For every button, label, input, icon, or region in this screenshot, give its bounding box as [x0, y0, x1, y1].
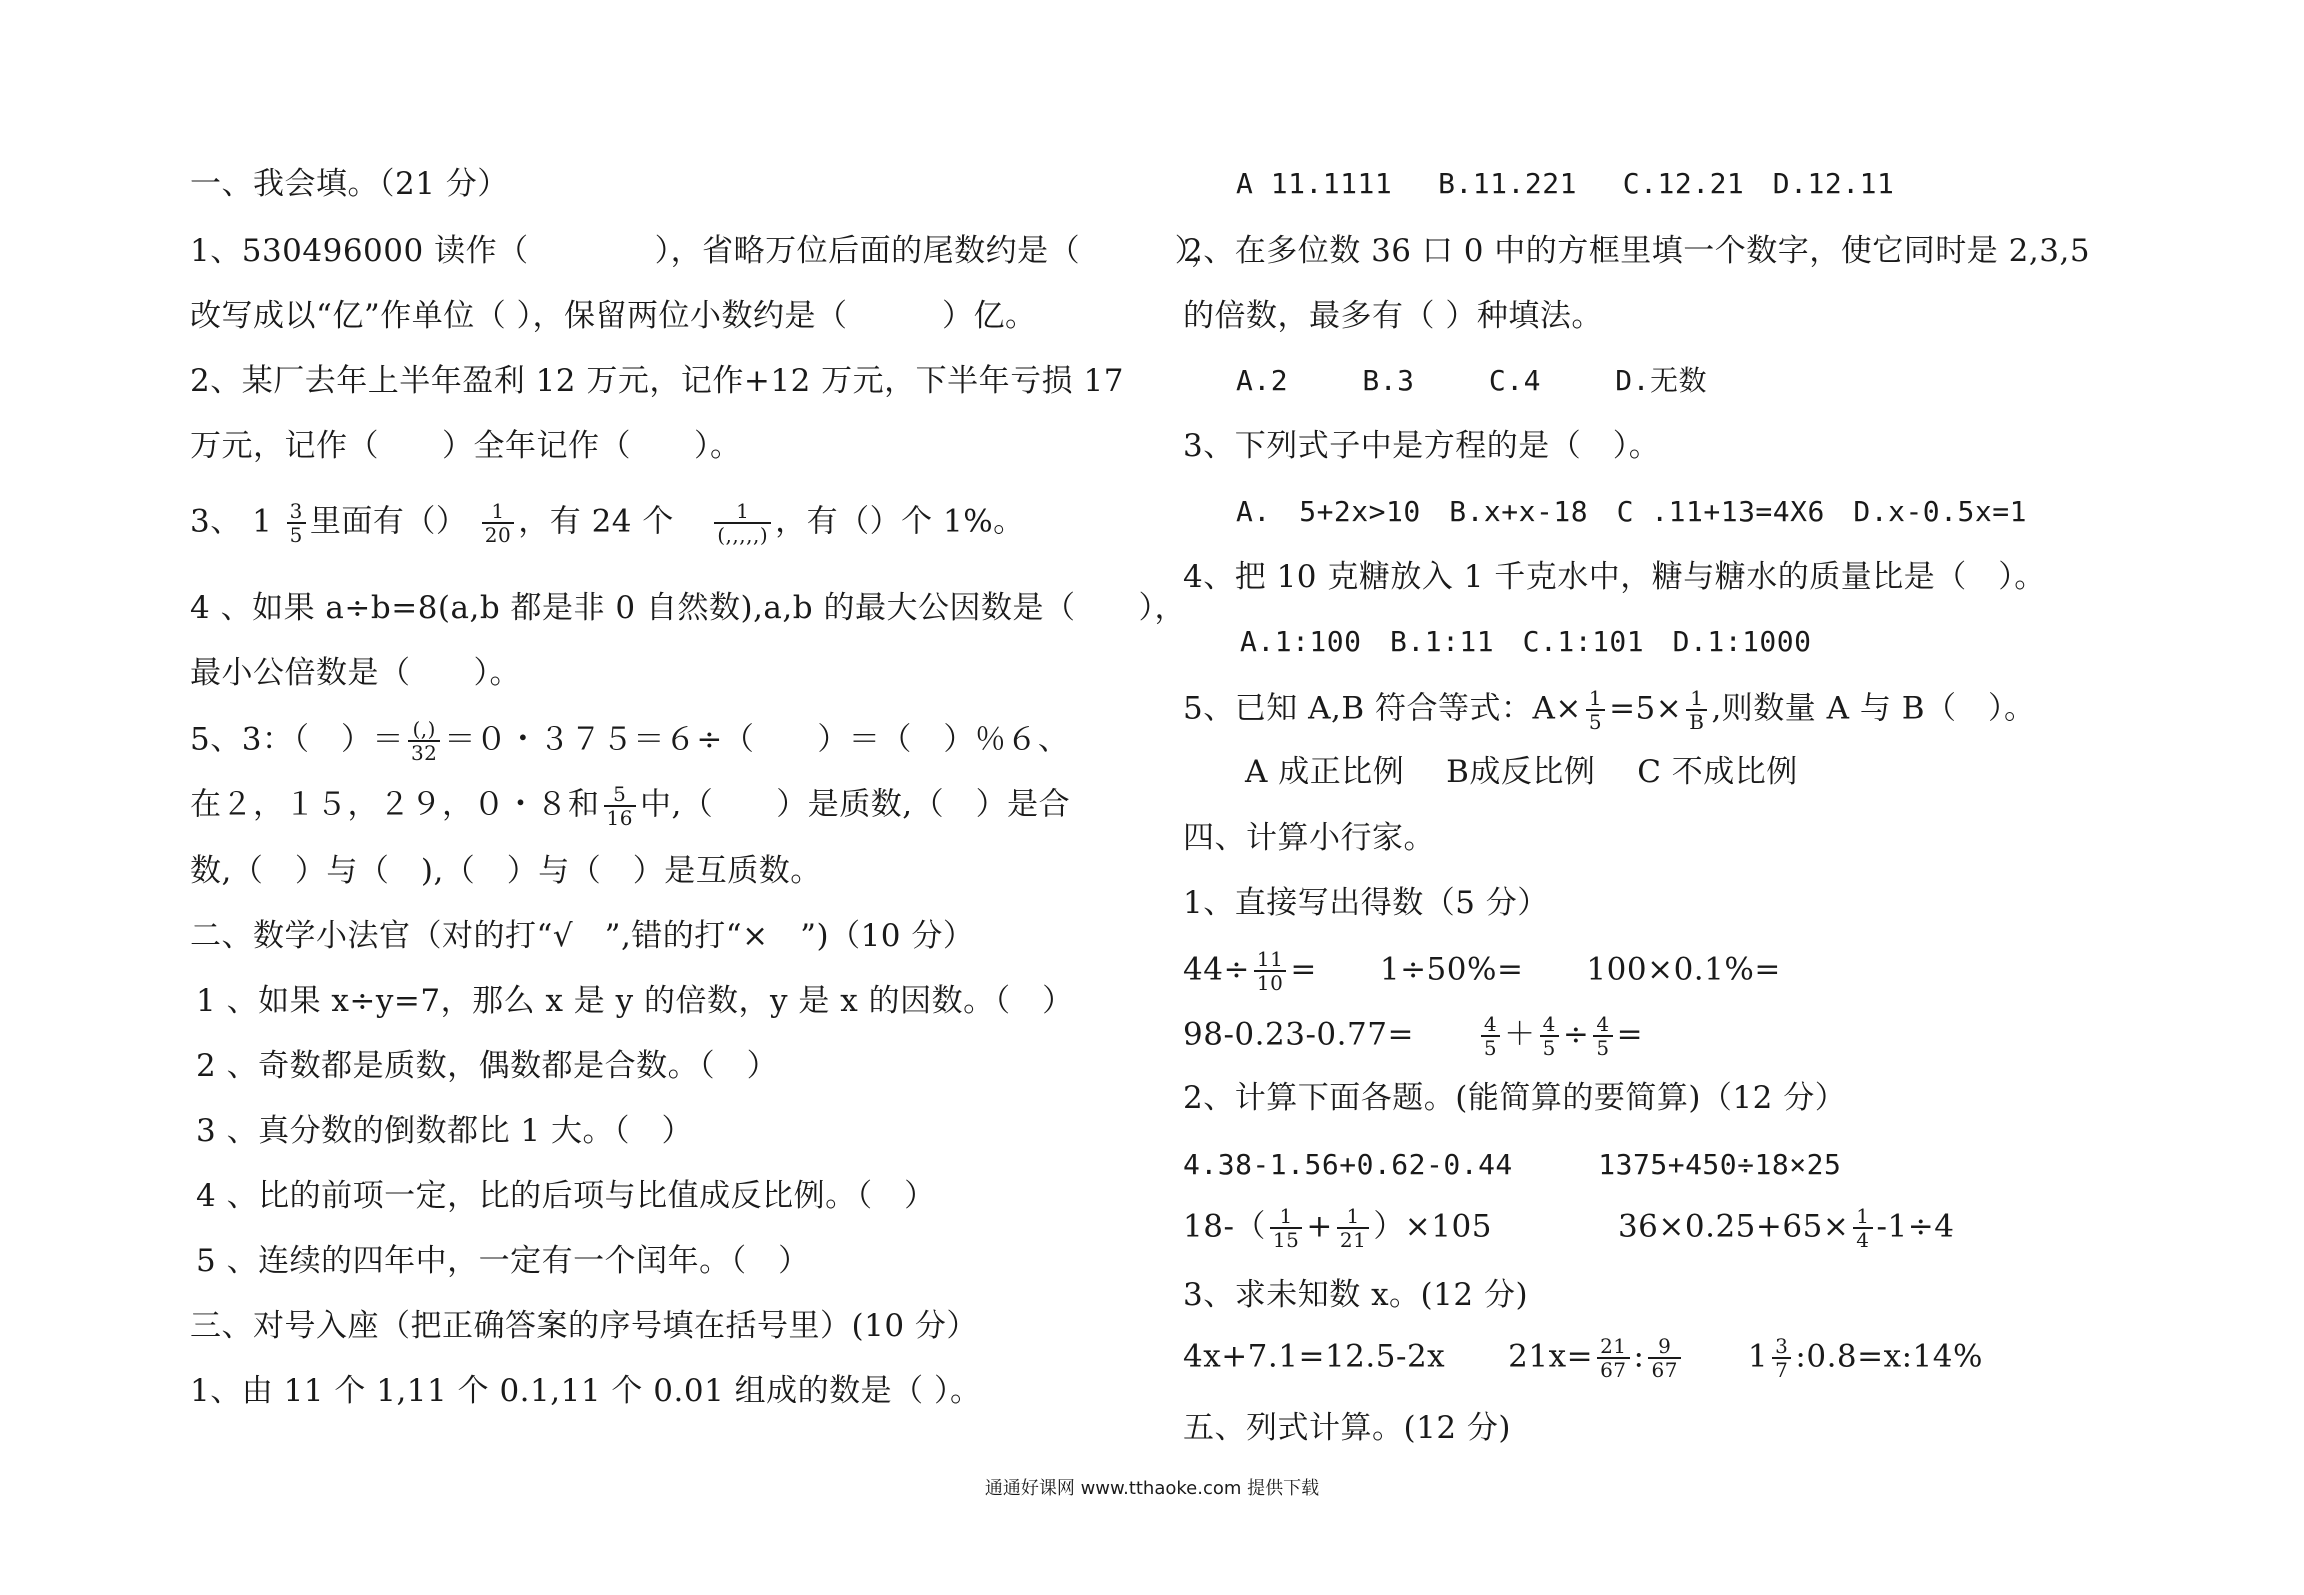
choice-3: 3、下列式子中是方程的是（ ）。	[1183, 428, 1661, 464]
q5-line3: 数,（ ）与（ ),（ ）与（ ）是互质数。	[190, 853, 822, 889]
section-3-title: 三、对号入座（把正确答案的序号填在括号里）(10 分）	[190, 1308, 978, 1344]
fraction: $\frac{1}{21}$	[1337, 1205, 1369, 1251]
fraction: $\frac{4}{5}$	[1593, 1013, 1612, 1059]
judge-2: 2 、奇数都是质数，偶数都是合数。（ ）	[196, 1048, 779, 1084]
choice-3-options: A. 5+2x>10 B.x+x-18 C .11+13=4X6 D.x-0.5x=1	[1236, 495, 2027, 528]
fraction: $\frac{1}{4}$	[1853, 1205, 1872, 1251]
q4-line1: 4 、如果 a÷b=8(a,b 都是非 0 自然数),a,b 的最大公因数是（ ），	[190, 590, 1186, 626]
section-4-part-2: 2、计算下面各题。(能简算的要简算)（12 分）	[1183, 1080, 1847, 1116]
q3-line: 3、 1 $\frac{3}{5}$ 里面有（） $\frac{1}{20}$ ，有 24 个 $\frac{1}{(,,,,,)}$ ，有（）个 1%。	[190, 499, 1025, 547]
q2-line2: 万元，记作（ ）全年记作（ ）。	[190, 428, 742, 464]
q1-line1: 1、530496000 读作（ ），省略万位后面的尾数约是（ ），	[190, 233, 1223, 269]
fraction: $\frac{3}{7}$	[1772, 1335, 1791, 1381]
fraction: $\frac{1}{20}$	[482, 500, 514, 546]
choice-1-options: A 11.1111 B.11.221 C.12.21 D.12.11	[1236, 167, 1895, 200]
fraction: $\frac{1}{15}$	[1270, 1205, 1302, 1251]
choice-4-options: A.1:100 B.1:11 C.1:101 D.1:1000	[1240, 625, 1812, 658]
section-5-title: 五、列式计算。(12 分)	[1183, 1410, 1511, 1446]
fraction: $\frac{3}{5}$	[287, 500, 306, 546]
expr-2: 18-（ $\frac{1}{15}$ + $\frac{1}{21}$ ）×105 36×0.25+65× $\frac{1}{4}$ -1÷4	[1183, 1204, 1955, 1252]
judge-3: 3 、真分数的倒数都比 1 大。（ ）	[196, 1113, 694, 1149]
judge-1: 1 、如果 x÷y=7，那么 x 是 y 的倍数，y 是 x 的因数。（ ）	[196, 983, 1074, 1019]
fraction: $\frac{(,)}{32}$	[408, 718, 440, 764]
equations: 4x+7.1=12.5-2x 21x= $\frac{21}{67}$ : $\frac{9}{67}$ 1 $\frac{3}{7}$ :0.8=x:14%	[1183, 1334, 1983, 1382]
judge-5: 5 、连续的四年中，一定有一个闰年。（ ）	[196, 1243, 810, 1279]
judge-4: 4 、比的前项一定，比的后项与比值成反比例。（ ）	[196, 1178, 936, 1214]
section-2-title: 二、数学小法官（对的打“√ ”,错的打“× ”)（10 分）	[190, 918, 975, 954]
fraction: $\frac{9}{67}$	[1648, 1335, 1680, 1381]
fraction: $\frac{1}{5}$	[1586, 687, 1605, 733]
q4-line2: 最小公倍数是（ ）。	[190, 655, 521, 691]
fraction: $\frac{1}{B}$	[1686, 687, 1707, 733]
section-4-title: 四、计算小行家。	[1183, 820, 1435, 856]
q2-line1: 2、某厂去年上半年盈利 12 万元，记作+12 万元，下半年亏损 17	[190, 363, 1124, 399]
choice-4: 4、把 10 克糖放入 1 千克水中，糖与糖水的质量比是（ ）。	[1183, 559, 2046, 595]
choice-2-options: A.2 B.3 C.4 D.无数	[1236, 364, 1708, 397]
choice-5-options: A 成正比例 B成反比例 C 不成比例	[1245, 754, 1798, 790]
choice-2-line2: 的倍数，最多有（ ）种填法。	[1183, 298, 1603, 334]
fraction: $\frac{4}{5}$	[1540, 1013, 1559, 1059]
choice-2-line1: 2、在多位数 36 口 0 中的方框里填一个数字，使它同时是 2,3,5	[1183, 233, 2091, 269]
direct-calc-1: 44÷ $\frac{11}{10}$ = 1÷50%= 100×0.1%=	[1183, 947, 1781, 995]
choice-1: 1、由 11 个 1,11 个 0.1,11 个 0.01 组成的数是（ ）。	[190, 1373, 982, 1409]
fraction: $\frac{5}{16}$	[604, 783, 636, 829]
fraction: $\frac{21}{67}$	[1597, 1335, 1629, 1381]
page-footer: 通通好课网 www.tthaoke.com 提供下载	[984, 1478, 1320, 1499]
q5-line2: 在２，１５，２９，０・８和 $\frac{5}{16}$ 中,（ ）是质数,（ ）是合	[190, 782, 1071, 830]
fraction: $\frac{11}{10}$	[1254, 948, 1286, 994]
q1-line2: 改写成以“亿”作单位（ ），保留两位小数约是（ ）亿。	[190, 298, 1037, 334]
fraction: $\frac{1}{(,,,,,)}$	[714, 500, 771, 546]
q5-line1: 5、3：（ ）＝ $\frac{(,)}{32}$ ＝０・３７５＝６÷（ ）＝（ ）％６、	[190, 717, 1070, 765]
direct-calc-2: 98-0.23-0.77= $\frac{4}{5}$ ＋ $\frac{4}{5}$ ÷ $\frac{4}{5}$ =	[1183, 1012, 1644, 1060]
expr-1: 4.38-1.56+0.62-0.44 1375+450÷18×25	[1183, 1148, 1842, 1181]
choice-5: 5、已知 A,B 符合等式：A× $\frac{1}{5}$ =5× $\frac{1}{B}$ ,则数量 A 与 B（ ）。	[1183, 686, 2036, 734]
section-4-part-1: 1、直接写出得数（5 分）	[1183, 885, 1549, 921]
section-1-title: 一、我会填。（21 分）	[190, 166, 509, 202]
section-4-part-3: 3、求未知数 x。(12 分)	[1183, 1277, 1529, 1313]
fraction: $\frac{4}{5}$	[1481, 1013, 1500, 1059]
